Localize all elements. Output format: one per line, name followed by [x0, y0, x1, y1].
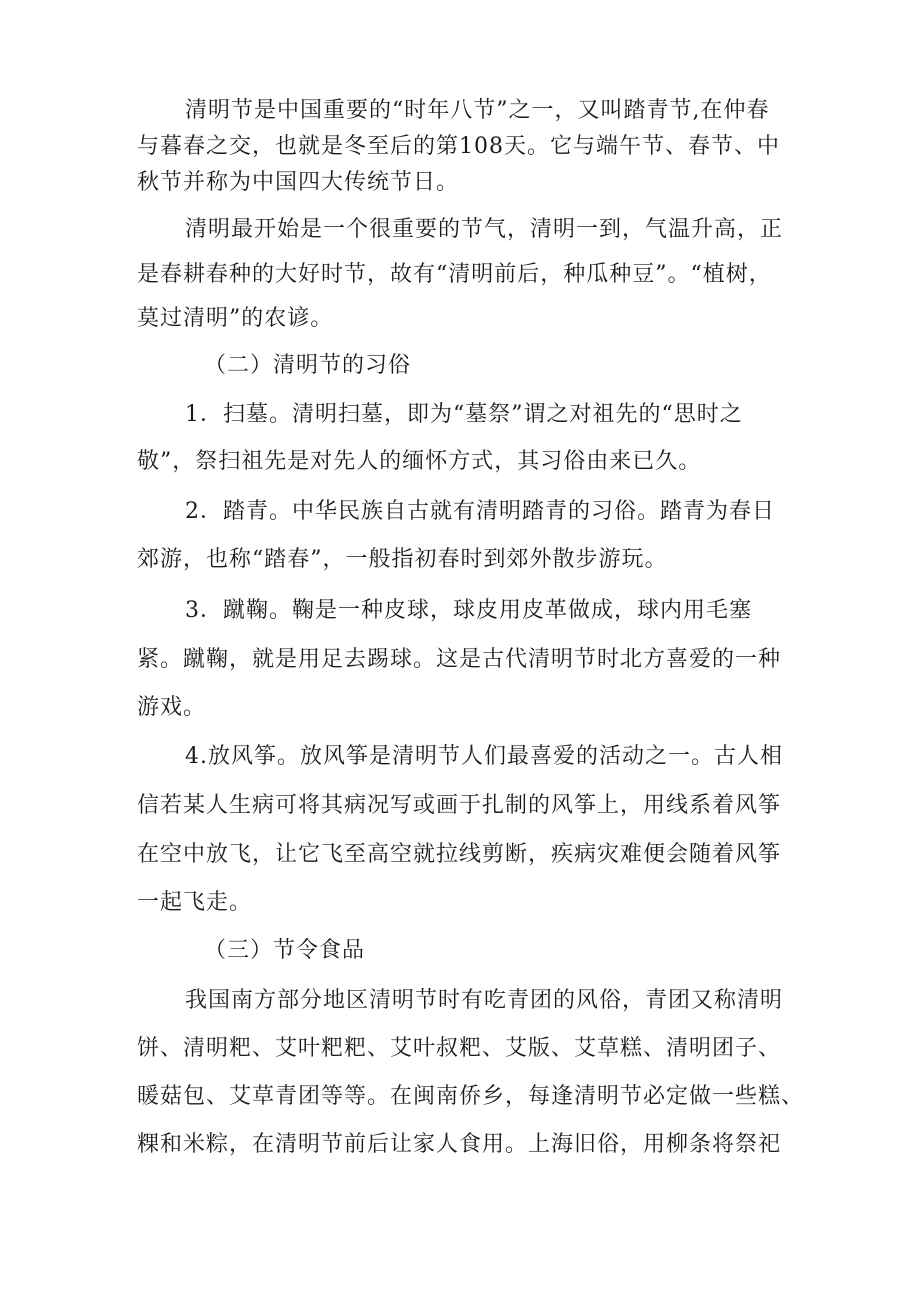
paragraph-item-2-line-2: 郊游，也称“踏春”，一般指初春时到郊外散步游玩。 — [137, 547, 668, 572]
paragraph-1-line-3: 秋节并称为中国四大传统节日。 — [137, 170, 460, 195]
paragraph-food-line-3: 暖菇包、艾草青团等等。在闽南侨乡，每逢清明节必定做一些糕、 — [137, 1084, 805, 1109]
section-heading-customs: （二）清明节的习俗 — [204, 353, 412, 378]
paragraph-item-3-line-1: 3．蹴鞠。鞠是一种皮球，球皮用皮革做成，球内用毛塞 — [185, 598, 752, 623]
paragraph-food-line-4: 粿和米粽，在清明节前后让家人食用。上海旧俗，用柳条将祭祀 — [137, 1132, 782, 1157]
section-heading-seasonal-food: （三）节令食品 — [204, 938, 366, 963]
paragraph-2-line-3: 莫过清明”的农谚。 — [137, 306, 334, 331]
paragraph-item-1-line-2: 敬”，祭扫祖先是对先人的缅怀方式，其习俗由来已久。 — [137, 449, 702, 474]
paragraph-item-4-line-2: 信若某人生病可将其病况写或画于扎制的风筝上，用线系着风筝 — [137, 793, 782, 818]
paragraph-item-2-line-1: 2．踏青。中华民族自古就有清明踏青的习俗。踏青为春日 — [185, 499, 775, 524]
paragraph-food-line-2: 饼、清明粑、艾叶粑粑、艾叶叔粑、艾版、艾草糕、清明团子、 — [137, 1036, 782, 1061]
paragraph-item-4-line-4: 一起飞走。 — [137, 890, 253, 915]
paragraph-2-line-2: 是春耕春种的大好时节，故有“清明前后，种瓜种豆”。“植树， — [137, 262, 772, 287]
paragraph-1-line-2: 与暮春之交，也就是冬至后的第108天。它与端午节、春节、中 — [137, 134, 780, 159]
paragraph-item-4-line-3: 在空中放飞，让它飞至高空就拉线剪断，疾病灾难便会随着风筝 — [137, 842, 782, 867]
paragraph-item-3-line-2: 紧。蹴鞠，就是用足去踢球。这是古代清明节时北方喜爱的一种 — [137, 647, 782, 672]
paragraph-item-3-line-3: 游戏。 — [137, 695, 207, 720]
paragraph-item-1-line-1: 1．扫墓。清明扫墓，即为“墓祭”谓之对祖先的“思时之 — [185, 402, 743, 427]
paragraph-food-line-1: 我国南方部分地区清明节时有吃青团的风俗，青团又称清明 — [185, 988, 784, 1013]
paragraph-item-4-line-1: 4.放风筝。放风筝是清明节人们最喜爱的活动之一。古人相 — [185, 744, 783, 769]
paragraph-2-line-1: 清明最开始是一个很重要的节气，清明一到，气温升高，正 — [185, 217, 784, 242]
paragraph-1-line-1: 清明节是中国重要的“时年八节”之一，又叫踏青节,在仲春 — [185, 98, 770, 123]
